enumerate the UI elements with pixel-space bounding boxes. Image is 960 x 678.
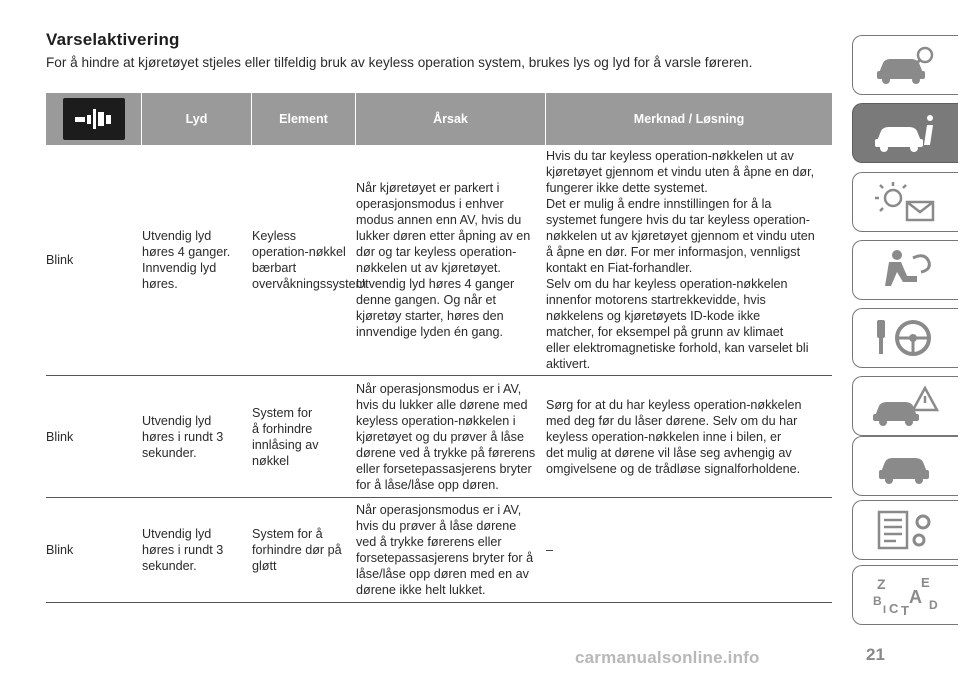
index-letter: D	[928, 598, 938, 612]
tab-car-search[interactable]	[852, 35, 958, 95]
table-row	[46, 145, 832, 376]
cell-note: Hvis du tar keyless operation-nøkkelen ut av kjøretøyet gjennom et vindu uten å åpne en dør, fungerer ikke dette systemet. Det er mulig å endre innstillingen for å la systemet fungere hvis du tar keyless operation- nøkkelen ut av kjøretøyet gjennom et vindu uten å åpne en dør. For mer informasjon, vennligst kontakt en Fiat-forhandler. Selv om du har keyless operation-nøkkelen innenfor motorens startrekkevidde, hvis nøkkelens og kjøretøyets ID-kode ikke matcher, for eksempel på grunn av klimaet eller elektromagnetiske forhold, kan varselet bli aktivert.	[546, 149, 815, 371]
tab-seat-airbag[interactable]	[852, 240, 958, 300]
index-letter: C	[888, 601, 898, 616]
cell-note: Sørg for at du har keyless operation-nøkkelen med deg før du låser dørene. Selv om du har keyless operation-nøkkelen inne i bilen, er det mulig at dørene vil låse seg avhengig av omgivelsene og de trådløse signalforholdene.	[546, 397, 802, 476]
index-letter: I	[882, 604, 886, 616]
tab-key-steering[interactable]	[852, 308, 958, 368]
table-row	[46, 376, 832, 498]
page-subtitle: For å hindre at kjøretøyet stjeles eller tilfeldig bruk av keyless operation system, brukes lys og lyd for å varsle føreren.	[46, 55, 753, 70]
tab-car-breakdown[interactable]	[852, 376, 958, 436]
index-letter: Z	[876, 576, 886, 592]
cell-element: System for å forhindre dør på gløtt	[252, 527, 342, 573]
car-search-icon	[871, 43, 941, 87]
watermark: carmanualsonline.info	[575, 648, 760, 667]
tab-warning-lights[interactable]	[852, 172, 958, 232]
table-header	[46, 93, 832, 145]
header-lyd: Lyd	[142, 93, 252, 145]
header-merknad: Merknad / Løsning	[633, 112, 745, 126]
alphabet-index-icon	[871, 573, 941, 617]
seat-airbag-icon	[871, 248, 941, 292]
header-arsak: Årsak	[356, 93, 546, 145]
header-element: Element	[252, 93, 356, 145]
lights-horn-icon	[63, 98, 125, 140]
cell-cause: Når operasjonsmodus er i AV, hvis du lukker alle dørene med keyless operation-nøkkelen i kjøretøyet og du prøver å låse dørene ved å trykke på førerens eller forsetepassasjerens bryter for å låse/låse opp døren.	[356, 381, 536, 492]
cell-lights: Blink	[46, 429, 74, 444]
table-body	[46, 145, 832, 603]
key-steering-wheel-icon	[871, 316, 941, 360]
cell-element: Keyless operation-nøkkel bærbart overvåkningssystem	[252, 229, 367, 291]
cell-element: System for å forhindre innlåsing av nøkkel	[252, 405, 319, 468]
index-letter: B	[872, 594, 882, 608]
car-breakdown-icon	[871, 384, 941, 428]
tab-alphabet-index[interactable]	[852, 565, 958, 625]
tab-settings-list[interactable]	[852, 500, 958, 560]
car-info-icon	[871, 111, 941, 155]
cell-sound: Utvendig lyd høres 4 ganger. Innvendig lyd høres.	[142, 229, 231, 291]
page-number: 21	[866, 645, 885, 664]
index-letter: A	[908, 587, 922, 607]
settings-list-icon	[871, 508, 941, 552]
header-icon-cell	[46, 93, 142, 145]
table-row	[46, 498, 832, 603]
tab-car-service[interactable]	[852, 436, 958, 496]
tab-car-info[interactable]	[852, 103, 958, 163]
car-service-icon	[871, 444, 941, 488]
index-letter: T	[900, 603, 909, 617]
cell-cause: Når kjøretøyet er parkert i operasjonsmodus i enhver modus annen enn AV, hvis du lukker døren etter åpning av en dør og tar keyless operation- nøkkelen ut av kjøretøyet. Utvendig lyd høres 4 ganger denne gangen. Og når et kjøretøy starter, høres den innvendige lyden én gang.	[356, 181, 531, 339]
cell-cause: Når operasjonsmodus er i AV, hvis du prøver å låse dørene ved å trykke førerens eller forsetepassasjerens bryter for å låse/låse opp døren med en av dørene ikke helt lukket.	[356, 503, 534, 597]
cell-sound: Utvendig lyd høres i rundt 3 sekunder.	[142, 527, 224, 573]
warning-lights-icon	[871, 180, 941, 224]
page-title: Varselaktivering	[46, 30, 180, 49]
index-letter: E	[920, 575, 930, 590]
cell-note: –	[546, 543, 554, 557]
cell-lights: Blink	[46, 253, 74, 267]
cell-lights: Blink	[46, 543, 74, 557]
cell-sound: Utvendig lyd høres i rundt 3 sekunder.	[142, 413, 224, 460]
